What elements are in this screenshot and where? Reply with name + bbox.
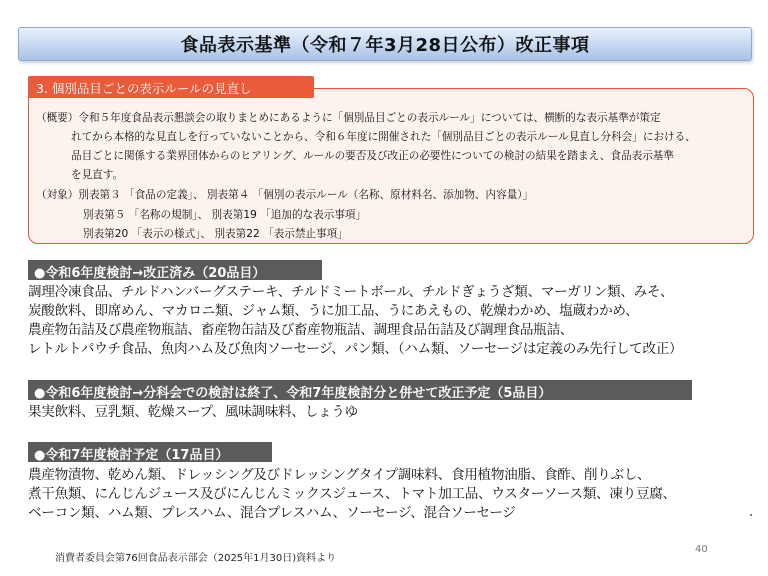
overview-line: 品目ごとに関係する業界団体からのヒアリング、ルールの要否及び改正の必要性についての検討の結果を踏まえ、食品表示基準: [71, 150, 674, 162]
item-list-line: 果実飲料、豆乳類、乾燥スープ、風味調味料、しょうゆ: [28, 404, 358, 420]
item-list-line: 炭酸飲料、即席めん、マカロニ類、ジャム類、うに加工品、うにあえもの、乾燥わかめ、塩蔵わかめ、: [28, 303, 639, 319]
item-list-line: 調理冷凍食品、チルドハンバーグステーキ、チルドミートボール、チルドぎょうざ類、マーガリン類、みそ、: [28, 284, 674, 300]
title-banner: [18, 27, 752, 61]
target-line: 別表第20 「表示の様式」、 別表第22 「表示禁止事項」: [83, 228, 348, 240]
overview-line: れてから本格的な見直しを行っていないことから、令和６年度に開催された「個別品目ごとの表示ルール見直し分科会」における、: [71, 131, 696, 143]
page-number: 40: [695, 544, 708, 555]
target-line: （対象）別表第３ 「食品の定義」、 別表第４ 「個別の表示ルール（名称、原材料名、添加物、内容量）」: [36, 189, 534, 201]
stray-dot: [750, 514, 752, 516]
overview-line: （概要）令和５年度食品表示懇談会の取りまとめにあるように「個別品目ごとの表示ルール」については、横断的な表示基準が策定: [36, 112, 661, 124]
section-header-revised: ●令和6年度検討→改正済み（20品目）: [28, 260, 322, 280]
target-line: 別表第５ 「名称の規制」、 別表第19 「追加的な表示事項」: [83, 209, 367, 221]
item-list-line: レトルトパウチ食品、魚肉ハム及び魚肉ソーセージ、パン類、（ハム類、ソーセージは定義のみ先行して改正）: [28, 341, 683, 357]
item-list-line: 煮干魚類、にんじんジュース及びにんじんミックスジュース、トマト加工品、ウスターソース類、凍り豆腐、: [28, 486, 676, 502]
overview-line: を見直す。: [71, 169, 124, 181]
source-note: 消費者委員会第76回食品表示部会（2025年1月30日)資料より: [55, 553, 337, 564]
section-header-review: ●令和7年度検討予定（17品目）: [28, 442, 272, 462]
page-title: 食品表示基準（令和７年3月28日公布）改正事項: [180, 35, 590, 56]
item-list-line: ベーコン類、ハム類、プレスハム、混合プレスハム、ソーセージ、混合ソーセージ: [28, 505, 516, 521]
rule-review-label: 3. 個別品目ごとの表示ルールの見直し: [28, 76, 314, 98]
item-list-line: 農産物缶詰及び農産物瓶詰、畜産物缶詰及び畜産物瓶詰、調理食品缶詰及び調理食品瓶詰、: [28, 322, 574, 338]
item-list-line: 農産物漬物、乾めん類、ドレッシング及びドレッシングタイプ調味料、食用植物油脂、食酢、削りぶし、: [28, 467, 651, 483]
section-header-planned: ●令和6年度検討→分科会での検討は終了、令和7年度検討分と併せて改正予定（5品目）: [28, 380, 692, 400]
